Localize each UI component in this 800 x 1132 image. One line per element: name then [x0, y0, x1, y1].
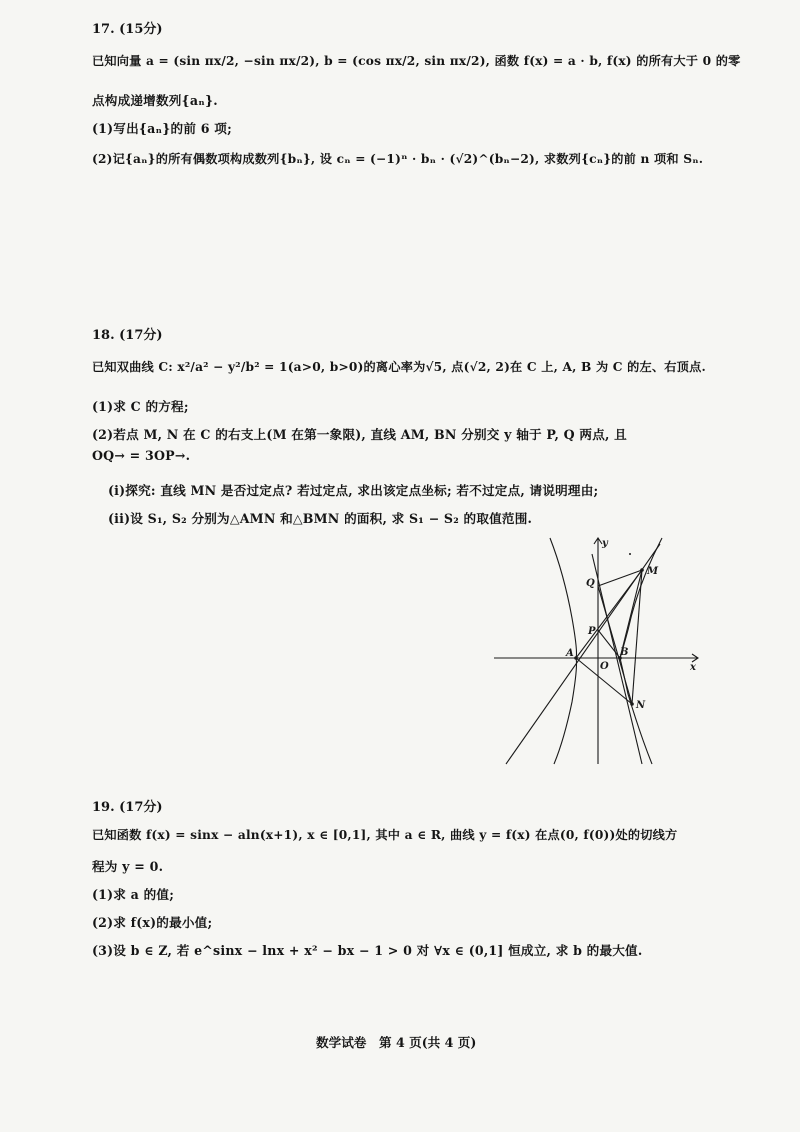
hyperbola-figure [492, 534, 704, 766]
q19-stem-line2: 程为 y = 0. [92, 859, 164, 874]
q17-part2: (2)记{aₙ}的所有偶数项构成数列{bₙ}, 设 cₙ = (−1)ⁿ · bₙ · (√2)^(bₙ−2), 求数列{cₙ}的前 n 项和 Sₙ. [92, 152, 704, 166]
segment-pb [598, 630, 620, 658]
label-n: N [636, 700, 646, 711]
q18-part1: (1)求 C 的方程; [92, 399, 189, 414]
segment-qn [598, 586, 632, 704]
q19-stem-line1: 已知函数 f(x) = sinx − aln(x+1), x ∈ [0,1], 其中 a ∈ R, 曲线 y = f(x) 在点(0, f(0))处的切线方 [92, 828, 678, 842]
label-b: B [620, 647, 629, 658]
label-o: O [600, 661, 609, 672]
q19-part1: (1)求 a 的值; [92, 887, 175, 902]
label-p: P [588, 626, 596, 637]
q18-part2-line2: OQ→ = 3OP→. [92, 448, 191, 463]
q19-heading: 19. (17分) [92, 800, 163, 815]
q18-heading: 18. (17分) [92, 328, 163, 343]
point-m [640, 568, 644, 572]
page-footer: 数学试卷 第 4 页(共 4 页) [316, 1035, 477, 1050]
q18-subpart-i: (i)探究: 直线 MN 是否过定点? 若过定点, 求出该定点坐标; 若不过定点, 请说明理由; [108, 483, 599, 498]
point-dot [629, 553, 631, 555]
q18-stem: 已知双曲线 C: x²/a² − y²/b² = 1(a>0, b>0)的离心率为√5, 点(√2, 2)在 C 上, A, B 为 C 的左、右顶点. [92, 360, 706, 374]
point-n [630, 702, 634, 706]
q17-heading: 17. (15分) [92, 22, 163, 37]
q18-subpart-ii: (ii)设 S₁, S₂ 分别为△AMN 和△BMN 的面积, 求 S₁ − S₂ 的取值范围. [108, 511, 533, 526]
label-m: M [647, 566, 659, 577]
point-a [574, 656, 578, 660]
q19-part3: (3)设 b ∈ Z, 若 e^sinx − lnx + x² − bx − 1 > 0 对 ∀x ∈ (0,1] 恒成立, 求 b 的最大值. [92, 943, 643, 958]
label-q: Q [586, 578, 595, 589]
q18-part2-line1: (2)若点 M, N 在 C 的右支上(M 在第一象限), 直线 AM, BN 分别交 y 轴于 P, Q 两点, 且 [92, 427, 627, 442]
label-y: y [602, 538, 608, 549]
q17-stem-line2: 点构成递增数列{aₙ}. [92, 93, 218, 108]
q17-part1: (1)写出{aₙ}的前 6 项; [92, 121, 232, 136]
q19-part2: (2)求 f(x)的最小值; [92, 915, 213, 930]
label-x: x [690, 662, 696, 673]
q17-stem-line1: 已知向量 a = (sin πx/2, −sin πx/2), b = (cos πx/2, sin πx/2), 函数 f(x) = a · b, f(x) 的所有大于 0 的零 [92, 54, 741, 68]
label-a: A [566, 648, 574, 659]
